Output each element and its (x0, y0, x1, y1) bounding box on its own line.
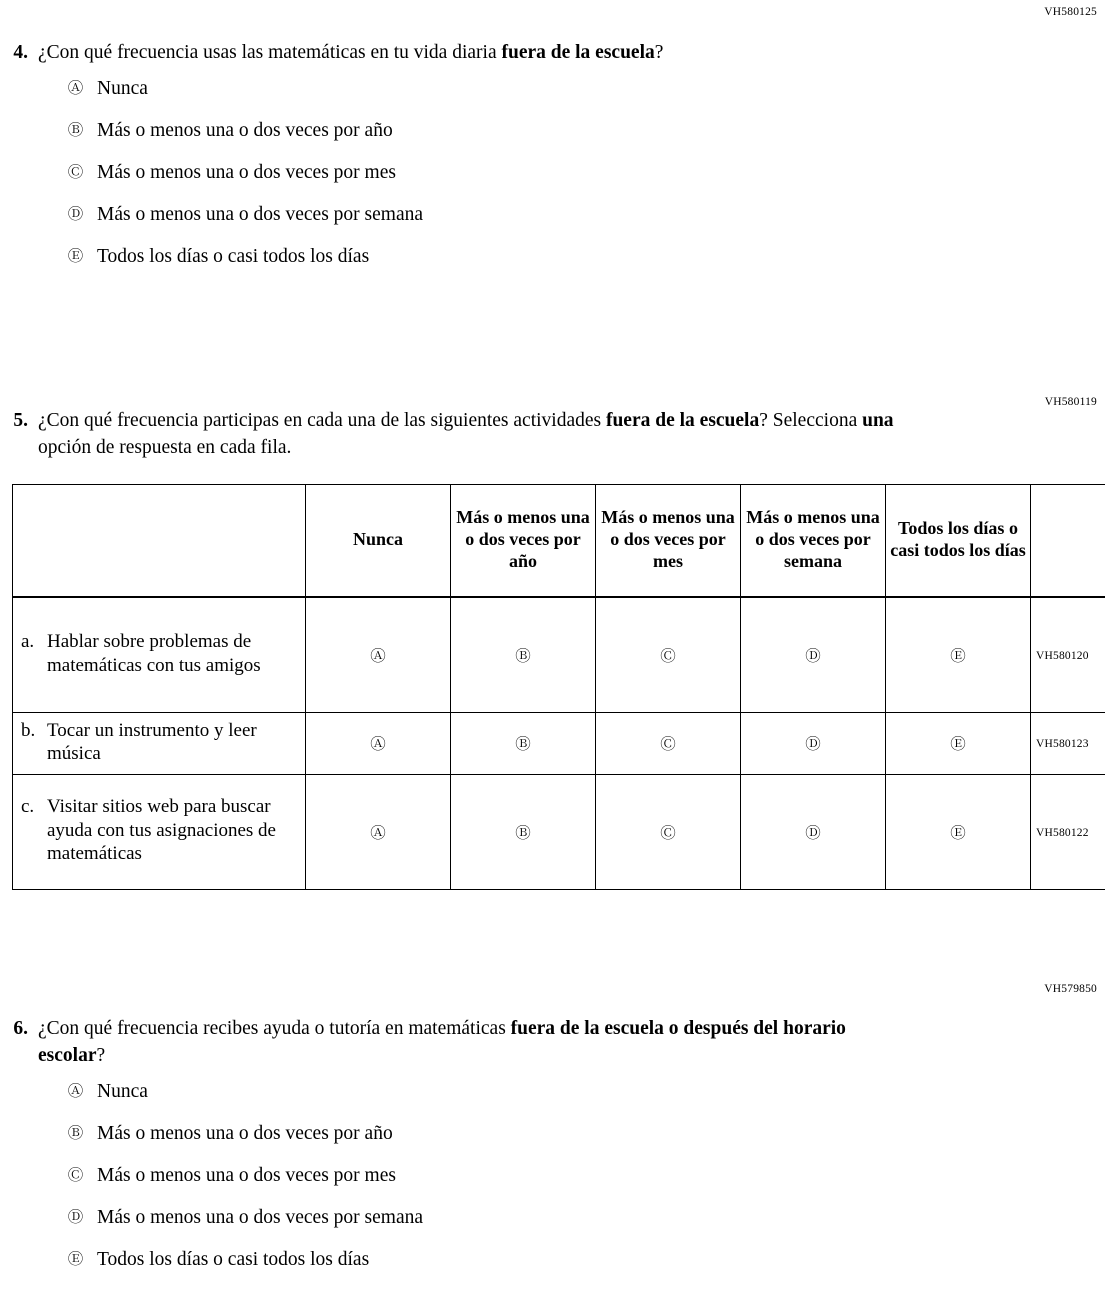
matrix-row-letter-c: c. (21, 796, 35, 818)
matrix-row-stem-b (13, 712, 306, 774)
matrix-cell-a-week[interactable]: Ⓓ (741, 597, 886, 713)
matrix-col-header-year: Más o menos una o dos veces por año (451, 485, 596, 597)
item-code-row-a: VH580120 (1036, 649, 1089, 662)
matrix-table (12, 484, 1105, 890)
matrix-cell-c-week[interactable]: Ⓓ (741, 774, 886, 889)
question-5-matrix (12, 484, 1092, 890)
option-b[interactable] (66, 119, 1105, 161)
table-row (13, 712, 1105, 774)
item-code-row-b: VH580123 (1036, 738, 1089, 751)
question-4-text-part2: ? (654, 42, 664, 63)
option-c[interactable] (66, 161, 1105, 203)
matrix-cell-c-year[interactable]: Ⓑ (451, 774, 596, 889)
item-code-q5: VH580119 (1044, 396, 1097, 408)
radio-bubble-b-icon[interactable]: Ⓑ (67, 1123, 84, 1142)
matrix-cell-b-week[interactable]: Ⓓ (741, 712, 886, 774)
matrix-cell-b-nunca[interactable]: Ⓐ (306, 712, 451, 774)
matrix-cell-b-month[interactable]: Ⓒ (596, 712, 741, 774)
option-a[interactable] (66, 1080, 1105, 1122)
matrix-row-letter-b: b. (21, 719, 36, 741)
matrix-body (13, 597, 1105, 890)
matrix-col-header-week: Más o menos una o dos veces por semana (741, 485, 886, 597)
option-a-label: Nunca (97, 77, 148, 99)
question-5-text (38, 408, 908, 462)
matrix-cell-c-daily[interactable]: Ⓔ (886, 774, 1031, 889)
matrix-row-letter-a: a. (21, 630, 35, 652)
option-a[interactable] (66, 77, 1105, 119)
radio-bubble-d-icon[interactable]: Ⓓ (67, 1207, 84, 1226)
table-row (13, 774, 1105, 889)
matrix-cell-c-month[interactable]: Ⓒ (596, 774, 741, 889)
radio-bubble-a-icon[interactable]: Ⓐ (67, 78, 84, 97)
question-5-text-part2: ? Selecciona (759, 410, 863, 431)
matrix-row-label-a: Hablar sobre problemas de matemáticas con tus amigos (47, 630, 261, 676)
matrix-col-header-code (1031, 485, 1105, 597)
option-b-label: Más o menos una o dos veces por año (97, 1122, 393, 1144)
question-6-text (38, 1016, 878, 1070)
radio-bubble-c-icon[interactable]: Ⓒ (67, 162, 84, 181)
option-b[interactable] (66, 1122, 1105, 1164)
matrix-col-header-stem (13, 485, 306, 597)
item-code-q4: VH580125 (1044, 6, 1097, 18)
question-5-text-bold1: fuera de la escuela (605, 410, 760, 431)
option-e[interactable] (66, 245, 1105, 287)
question-5-text-part1: ¿Con qué frecuencia participas en cada una de las siguientes actividades (38, 410, 606, 431)
radio-bubble-c-icon[interactable]: Ⓒ (67, 1165, 84, 1184)
option-e[interactable] (66, 1248, 1105, 1290)
radio-bubble-e-icon[interactable]: Ⓔ (67, 1249, 84, 1268)
matrix-row-stem-a (13, 597, 306, 713)
item-code-q6: VH579850 (1044, 983, 1097, 995)
question-6-number: 6. (13, 1018, 28, 1039)
matrix-header (13, 485, 1105, 597)
matrix-cell-b-year[interactable]: Ⓑ (451, 712, 596, 774)
matrix-row-stem-c (13, 774, 306, 889)
radio-bubble-d-icon[interactable]: Ⓓ (67, 204, 84, 223)
question-6-text-bold: fuera de la escuela o después del horario escolar (38, 1018, 846, 1066)
question-5-number: 5. (13, 410, 28, 431)
question-6-options (66, 1080, 1105, 1290)
radio-bubble-a-icon[interactable]: Ⓐ (67, 1081, 84, 1100)
question-4-text (38, 40, 663, 67)
matrix-cell-a-year[interactable]: Ⓑ (451, 597, 596, 713)
radio-bubble-b-icon[interactable]: Ⓑ (67, 120, 84, 139)
matrix-cell-a-daily[interactable]: Ⓔ (886, 597, 1031, 713)
question-4 (0, 40, 1105, 287)
question-6-text-part2: ? (96, 1044, 106, 1066)
option-d-label: Más o menos una o dos veces por semana (97, 203, 424, 225)
question-4-options (66, 77, 1105, 287)
question-4-number: 4. (13, 42, 28, 63)
option-b-label: Más o menos una o dos veces por año (97, 119, 393, 141)
matrix-row-label-c: Visitar sitios web para buscar ayuda con tus asignaciones de matemáticas (47, 796, 276, 865)
matrix-col-header-month: Más o menos una o dos veces por mes (596, 485, 741, 597)
radio-bubble-e-icon[interactable]: Ⓔ (67, 246, 84, 265)
option-c-label: Más o menos una o dos veces por mes (97, 1164, 396, 1186)
matrix-row-code-b (1031, 712, 1105, 774)
option-a-label: Nunca (97, 1080, 148, 1102)
question-4-text-part1: ¿Con qué frecuencia usas las matemáticas en tu vida diaria (38, 42, 502, 63)
matrix-row-code-c (1031, 774, 1105, 889)
option-e-label: Todos los días o casi todos los días (97, 245, 370, 267)
option-d[interactable] (66, 203, 1105, 245)
matrix-cell-a-month[interactable]: Ⓒ (596, 597, 741, 713)
question-5-text-bold2: una (862, 410, 894, 431)
option-d[interactable] (66, 1206, 1105, 1248)
matrix-col-header-daily: Todos los días o casi todos los días (886, 485, 1031, 597)
option-c-label: Más o menos una o dos veces por mes (97, 161, 396, 183)
matrix-row-code-a (1031, 597, 1105, 713)
question-5-text-part3: opción de respuesta en cada fila. (38, 436, 292, 458)
question-4-text-bold: fuera de la escuela (501, 42, 655, 63)
matrix-col-header-nunca: Nunca (306, 485, 451, 597)
matrix-row-label-b: Tocar un instrumento y leer música (47, 719, 257, 765)
matrix-header-row (13, 485, 1105, 597)
item-code-row-c: VH580122 (1036, 826, 1089, 839)
question-5 (0, 408, 1105, 462)
option-d-label: Más o menos una o dos veces por semana (97, 1206, 424, 1228)
matrix-cell-a-nunca[interactable]: Ⓐ (306, 597, 451, 713)
matrix-cell-b-daily[interactable]: Ⓔ (886, 712, 1031, 774)
question-6 (0, 1016, 1105, 1290)
option-c[interactable] (66, 1164, 1105, 1206)
option-e-label: Todos los días o casi todos los días (97, 1248, 370, 1270)
question-6-text-part1: ¿Con qué frecuencia recibes ayuda o tutoría en matemáticas (38, 1018, 511, 1039)
table-row (13, 597, 1105, 713)
matrix-cell-c-nunca[interactable]: Ⓐ (306, 774, 451, 889)
